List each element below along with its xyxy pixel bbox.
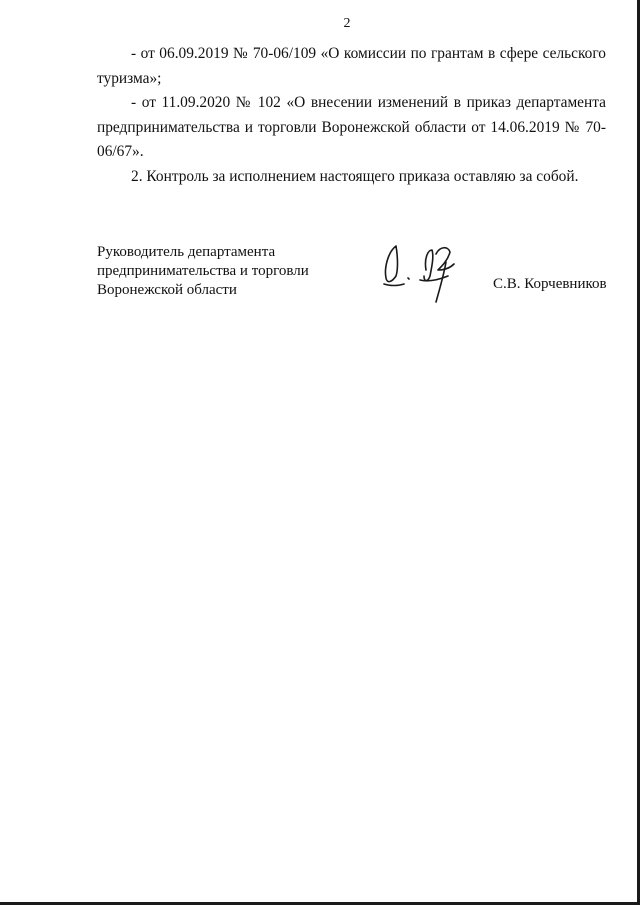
signature-stroke	[424, 250, 433, 281]
signer-position-line: предпринимательства и торговли	[97, 263, 309, 279]
signer-position-line: Воронежской области	[97, 282, 237, 298]
signer-position-line: Руководитель департамента	[97, 244, 276, 260]
signature-stroke	[385, 246, 397, 282]
signer-position	[97, 243, 309, 300]
document-body	[97, 42, 606, 189]
page-number: 2	[343, 16, 351, 31]
handwritten-signature	[378, 240, 468, 308]
list-item-order-2020: - от 11.09.2020 № 102 «О внесении изменений в приказ департамента предпринимательства и торговли Воронежской области от 14.06.2019 № 70-06/67».	[97, 94, 606, 160]
signature-stroke	[408, 278, 409, 279]
list-item-order-2019: - от 06.09.2019 № 70-06/109 «О комиссии по грантам в сфере сельского туризма»;	[97, 45, 606, 87]
signer-name: С.В. Корчевников	[493, 276, 607, 292]
signature-stroke	[384, 284, 404, 286]
control-clause: 2. Контроль за исполнением настоящего приказа оставляю за собой.	[131, 167, 579, 185]
